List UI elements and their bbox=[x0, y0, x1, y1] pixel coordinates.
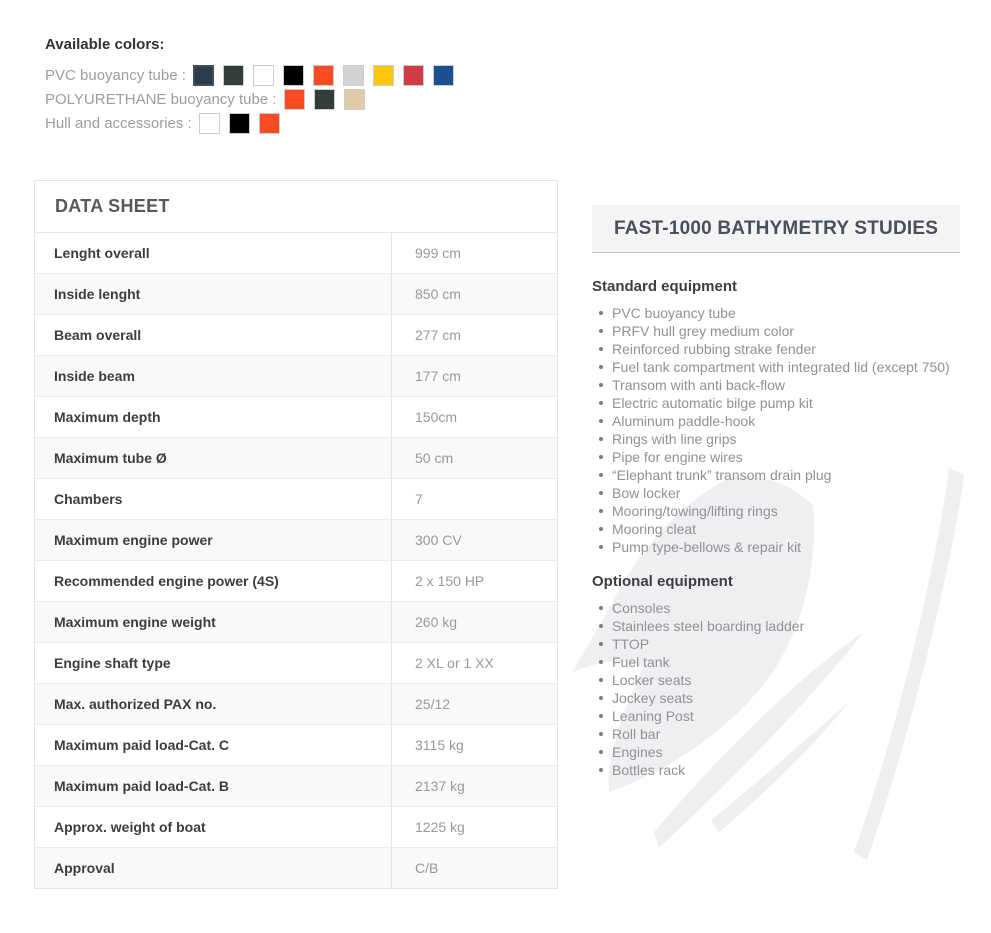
data-sheet-row bbox=[35, 601, 557, 642]
color-swatch-white[interactable] bbox=[199, 113, 220, 134]
data-sheet-row bbox=[35, 314, 557, 355]
color-swatch-dark-green[interactable] bbox=[223, 65, 244, 86]
optional-equipment-heading: Optional equipment bbox=[592, 573, 733, 590]
spec-label: Maximum depth bbox=[54, 409, 161, 425]
optional-equipment-list bbox=[592, 599, 960, 779]
spec-label: Engine shaft type bbox=[54, 655, 171, 671]
color-swatch-beige[interactable] bbox=[344, 89, 365, 110]
spec-label: Beam overall bbox=[54, 327, 142, 343]
spec-label: Chambers bbox=[54, 491, 123, 507]
color-rows bbox=[45, 63, 463, 135]
color-swatch-black[interactable] bbox=[229, 113, 250, 134]
spec-value: 7 bbox=[391, 479, 557, 519]
color-swatch-light-grey[interactable] bbox=[343, 65, 364, 86]
spec-value: 277 cm bbox=[391, 315, 557, 355]
equipment-item: PVC buoyancy tube bbox=[592, 304, 960, 322]
equipment-item: Consoles bbox=[592, 599, 960, 617]
product-panel bbox=[592, 205, 960, 779]
spec-value: 150cm bbox=[391, 397, 557, 437]
equipment-item: Transom with anti back-flow bbox=[592, 376, 960, 394]
data-sheet-row bbox=[35, 765, 557, 806]
standard-equipment-list bbox=[592, 304, 960, 556]
color-row bbox=[45, 111, 463, 135]
equipment-item: Leaning Post bbox=[592, 707, 960, 725]
spec-value: 850 cm bbox=[391, 274, 557, 314]
spec-value: 2 XL or 1 XX bbox=[391, 643, 557, 683]
product-title: FAST-1000 BATHYMETRY STUDIES bbox=[592, 205, 960, 253]
color-swatch-red[interactable] bbox=[403, 65, 424, 86]
equipment-item: Locker seats bbox=[592, 671, 960, 689]
color-swatch-orange[interactable] bbox=[284, 89, 305, 110]
spec-label: Maximum engine power bbox=[54, 532, 213, 548]
standard-equipment-heading: Standard equipment bbox=[592, 278, 738, 295]
spec-label: Approx. weight of boat bbox=[54, 819, 206, 835]
data-sheet-row bbox=[35, 478, 557, 519]
data-sheet-row bbox=[35, 396, 557, 437]
spec-value: 25/12 bbox=[391, 684, 557, 724]
data-sheet-row bbox=[35, 642, 557, 683]
color-swatch-blue[interactable] bbox=[433, 65, 454, 86]
equipment-item: Fuel tank compartment with integrated lid (except 750) bbox=[592, 358, 960, 376]
spec-label: Maximum paid load-Cat. B bbox=[54, 778, 230, 794]
spec-label: Inside beam bbox=[54, 368, 135, 384]
color-row bbox=[45, 87, 463, 111]
equipment-item: Electric automatic bilge pump kit bbox=[592, 394, 960, 412]
equipment-item: Engines bbox=[592, 743, 960, 761]
data-sheet-row bbox=[35, 560, 557, 601]
spec-label: Maximum engine weight bbox=[54, 614, 216, 630]
spec-label: Lenght overall bbox=[54, 245, 150, 261]
data-sheet-table bbox=[34, 180, 558, 889]
equipment-item: Mooring/towing/lifting rings bbox=[592, 502, 960, 520]
spec-label: Maximum tube Ø bbox=[54, 450, 167, 466]
color-row-label: POLYURETHANE buoyancy tube : bbox=[45, 90, 277, 108]
equipment-item: TTOP bbox=[592, 635, 960, 653]
color-row-label: PVC buoyancy tube : bbox=[45, 66, 186, 84]
data-sheet-row bbox=[35, 233, 557, 273]
spec-value: 1225 kg bbox=[391, 807, 557, 847]
color-swatch-yellow[interactable] bbox=[373, 65, 394, 86]
equipment-item: Aluminum paddle-hook bbox=[592, 412, 960, 430]
spec-value: 177 cm bbox=[391, 356, 557, 396]
data-sheet-row bbox=[35, 806, 557, 847]
data-sheet-title: DATA SHEET bbox=[35, 181, 557, 233]
data-sheet-row bbox=[35, 847, 557, 888]
data-sheet-row bbox=[35, 437, 557, 478]
spec-value: 999 cm bbox=[391, 233, 557, 273]
spec-label: Inside lenght bbox=[54, 286, 141, 302]
spec-label: Maximum paid load-Cat. C bbox=[54, 737, 230, 753]
equipment-item: “Elephant trunk” transom drain plug bbox=[592, 466, 960, 484]
color-row bbox=[45, 63, 463, 87]
equipment-item: PRFV hull grey medium color bbox=[592, 322, 960, 340]
spec-value: 3115 kg bbox=[391, 725, 557, 765]
color-swatch-orange[interactable] bbox=[313, 65, 334, 86]
spec-label: Max. authorized PAX no. bbox=[54, 696, 217, 712]
equipment-item: Rings with line grips bbox=[592, 430, 960, 448]
equipment-item: Fuel tank bbox=[592, 653, 960, 671]
data-sheet-row bbox=[35, 683, 557, 724]
equipment-item: Bow locker bbox=[592, 484, 960, 502]
equipment-item: Stainlees steel boarding ladder bbox=[592, 617, 960, 635]
available-colors-heading: Available colors: bbox=[45, 36, 165, 53]
color-swatch-navy-slate[interactable] bbox=[193, 65, 214, 86]
color-swatch-black[interactable] bbox=[283, 65, 304, 86]
equipment-item: Mooring cleat bbox=[592, 520, 960, 538]
equipment-item: Roll bar bbox=[592, 725, 960, 743]
spec-label: Approval bbox=[54, 860, 115, 876]
color-swatch-orange[interactable] bbox=[259, 113, 280, 134]
color-swatch-white[interactable] bbox=[253, 65, 274, 86]
data-sheet-row bbox=[35, 724, 557, 765]
spec-value: 260 kg bbox=[391, 602, 557, 642]
available-colors-section bbox=[45, 36, 463, 135]
spec-value: 2137 kg bbox=[391, 766, 557, 806]
spec-label: Recommended engine power (4S) bbox=[54, 573, 279, 589]
spec-value: 300 CV bbox=[391, 520, 557, 560]
spec-value: 2 x 150 HP bbox=[391, 561, 557, 601]
equipment-item: Bottles rack bbox=[592, 761, 960, 779]
data-sheet-rows bbox=[35, 233, 557, 888]
equipment-item: Pump type-bellows & repair kit bbox=[592, 538, 960, 556]
equipment-item: Reinforced rubbing strake fender bbox=[592, 340, 960, 358]
data-sheet-row bbox=[35, 273, 557, 314]
equipment-item: Jockey seats bbox=[592, 689, 960, 707]
data-sheet-row bbox=[35, 519, 557, 560]
data-sheet-row bbox=[35, 355, 557, 396]
spec-value: C/B bbox=[391, 848, 557, 888]
color-swatch-dark-green[interactable] bbox=[314, 89, 335, 110]
spec-value: 50 cm bbox=[391, 438, 557, 478]
equipment-item: Pipe for engine wires bbox=[592, 448, 960, 466]
color-row-label: Hull and accessories : bbox=[45, 114, 192, 132]
